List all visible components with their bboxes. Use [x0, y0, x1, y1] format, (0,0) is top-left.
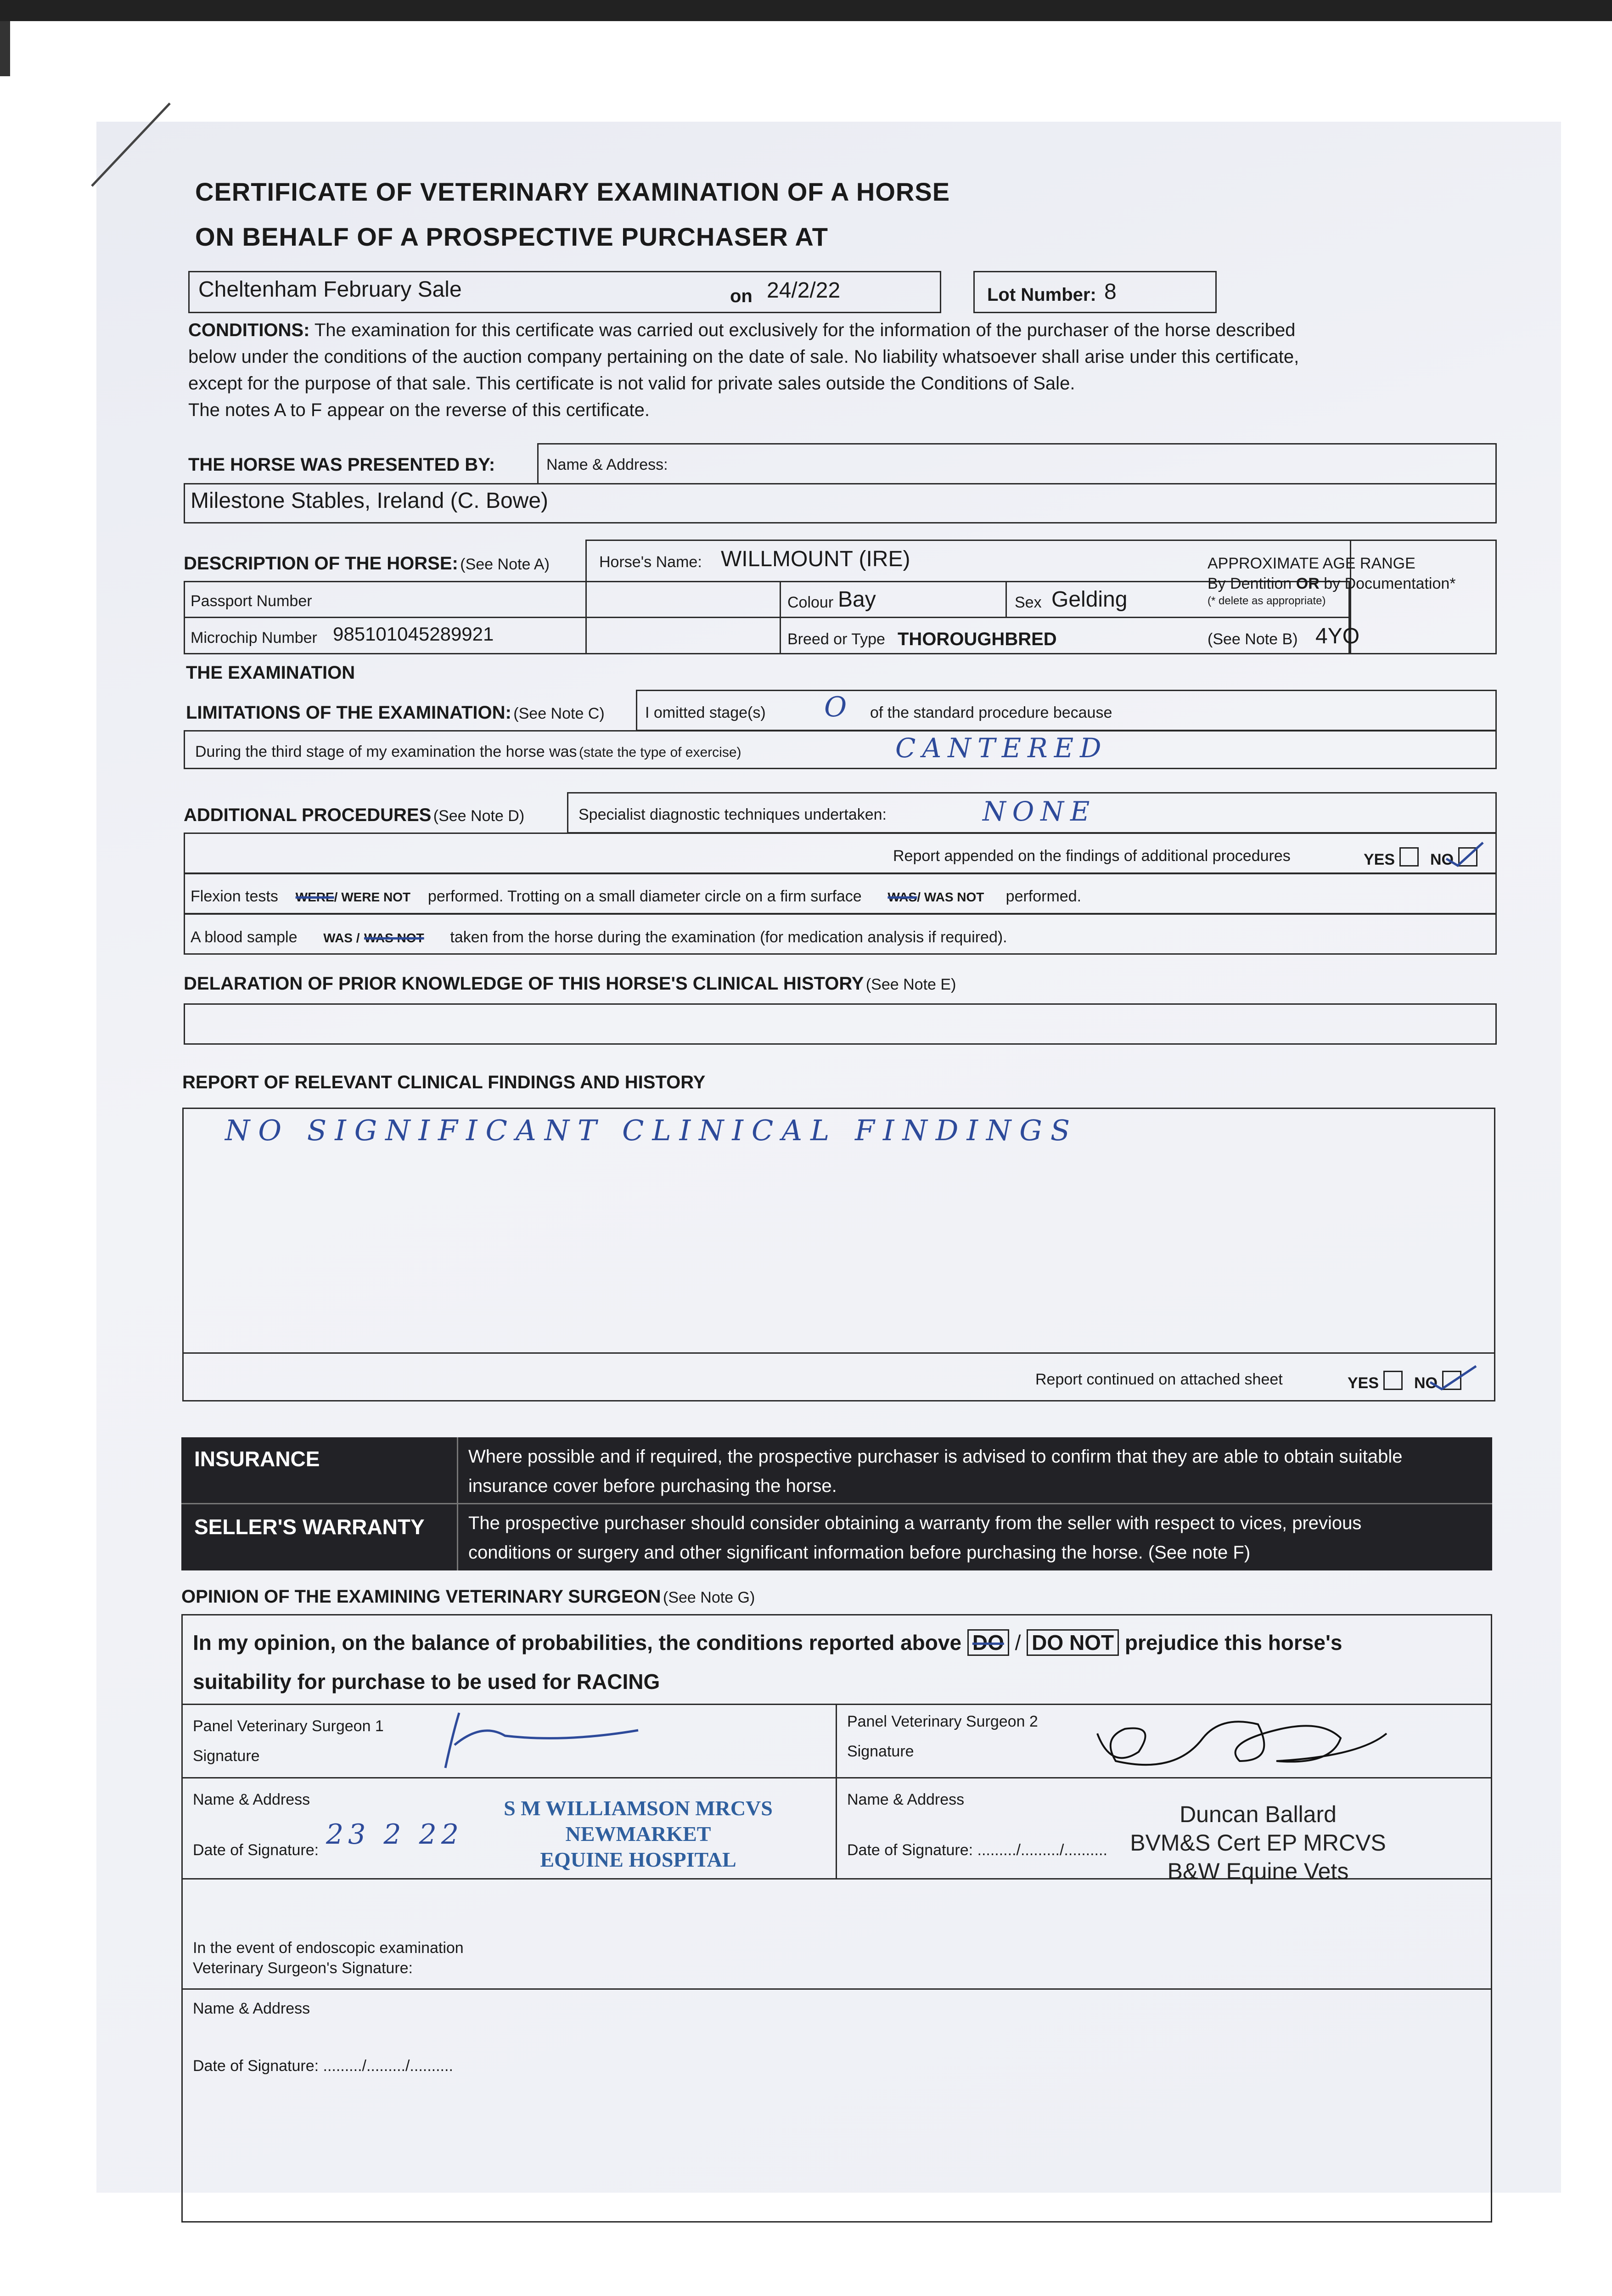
surgeon2-signature-label: Signature [847, 1743, 914, 1760]
endoscopic-line-2: Veterinary Surgeon's Signature: [193, 1959, 413, 1977]
limitations-heading [186, 703, 605, 723]
blood-was-not[interactable]: WAS NOT [364, 931, 424, 945]
omitted-tail: of the standard procedure because [870, 704, 1112, 721]
conditions-line-4: The notes A to F appear on the reverse of this certificate. [188, 400, 650, 420]
opinion-text-a: In my opinion, on the balance of probabilities, the conditions reported above [193, 1631, 962, 1654]
surgeon1-stamp-line-2: NEWMARKET [565, 1822, 711, 1846]
surgeon2-signature[interactable] [1084, 1706, 1405, 1775]
report-label: REPORT OF RELEVANT CLINICAL FINDINGS AND HISTORY [182, 1072, 706, 1092]
microchip-label: Microchip Number [191, 629, 317, 647]
breed-label: Breed or Type [787, 630, 885, 648]
additional-note: (See Note D) [433, 807, 525, 825]
tick-mark-icon [1428, 1364, 1478, 1391]
checkbox-empty-icon[interactable] [1383, 1371, 1403, 1390]
lot-label: Lot Number: [987, 285, 1096, 305]
tick-mark-icon [1444, 840, 1485, 868]
panel-divider [457, 1437, 458, 1570]
blood-tail: taken from the horse during the examination (for medication analysis if required). [450, 929, 1007, 946]
report-appended-box [184, 833, 1497, 874]
surgeon1-date-value[interactable]: 23 2 22 [326, 1818, 464, 1851]
omitted-value[interactable]: O [824, 691, 854, 723]
endoscopic-name-label: Name & Address [193, 2000, 310, 2017]
additional-heading [184, 805, 524, 826]
passport-label: Passport Number [191, 592, 312, 610]
opinion-note: (See Note G) [663, 1589, 755, 1606]
horse-name-label: Horse's Name: [599, 553, 702, 571]
age-title: APPROXIMATE AGE RANGE [1208, 555, 1415, 572]
limitations-label: LIMITATIONS OF THE EXAMINATION: [186, 703, 511, 723]
description-heading [184, 553, 550, 574]
surgeon2-stamp-line-2: BVM&S Cert EP MRCVS [1130, 1830, 1386, 1856]
endoscopic-date-label: Date of Signature: ........./........./.......... [193, 2057, 453, 2075]
conditions-line-1: The examination for this certificate was carried out exclusively for the information of the purchaser of the horse described [314, 320, 1296, 340]
continued-yes[interactable] [1348, 1371, 1403, 1392]
report-appended-label: Report appended on the findings of additional procedures [893, 847, 1291, 865]
conditions-text [188, 317, 1543, 423]
surgeon2-stamp-line-3: B&W Equine Vets [1167, 1858, 1349, 1884]
age-delete-note: (* delete as appropriate) [1208, 595, 1326, 607]
additional-label: ADDITIONAL PROCEDURES [184, 805, 432, 825]
presenter-value: Milestone Stables, Ireland (C. Bowe) [191, 489, 549, 513]
omitted-label: I omitted stage(s) [645, 704, 766, 721]
conditions-label: CONDITIONS: [188, 320, 310, 340]
blood-label: A blood sample [191, 929, 298, 946]
surgeon1-signature-label: Signature [193, 1747, 260, 1765]
third-stage-line [195, 743, 741, 761]
flexion-line [191, 888, 1081, 906]
sale-name: Cheltenham February Sale [198, 277, 462, 302]
continued-no-label: NO [1414, 1374, 1438, 1392]
appended-yes[interactable] [1364, 847, 1419, 869]
sex-label: Sex [1015, 594, 1042, 611]
flexion-label: Flexion tests [191, 888, 278, 905]
declaration-heading [184, 974, 956, 994]
insurance-warranty-panel [181, 1437, 1492, 1570]
blood-line [191, 929, 1007, 946]
surgeon1-signature[interactable] [427, 1708, 647, 1773]
opinion-slash: / [1015, 1631, 1021, 1654]
warranty-line-2: conditions or surgery and other significant information before purchasing the horse. (See note F) [468, 1542, 1251, 1563]
age-value[interactable]: 4YO [1315, 624, 1360, 648]
surgeon2-panel-label: Panel Veterinary Surgeon 2 [847, 1713, 1038, 1730]
blood-was[interactable]: WAS / [323, 931, 360, 945]
on-label: on [730, 286, 753, 306]
report-divider [182, 1352, 1495, 1354]
horse-name[interactable]: WILLMOUNT (IRE) [721, 547, 910, 571]
opinion-label: OPINION OF THE EXAMINING VETERINARY SURGEON [181, 1587, 661, 1607]
surgeon1-stamp-line-3: EQUINE HOSPITAL [540, 1848, 736, 1871]
examination-heading: THE EXAMINATION [186, 663, 355, 683]
age-by-documentation: by Documentation* [1324, 575, 1456, 592]
appended-no-label: NO [1430, 851, 1454, 868]
title-line-1: CERTIFICATE OF VETERINARY EXAMINATION OF A HORSE [195, 177, 950, 206]
third-stage-note: (state the type of exercise) [579, 745, 741, 760]
grid-divider [1005, 581, 1007, 618]
panel-divider [181, 1503, 1492, 1504]
presenter-name-box[interactable] [537, 443, 1497, 484]
endoscopic-label [193, 1938, 464, 1978]
description-note: (See Note A) [460, 556, 550, 573]
conditions-line-2: below under the conditions of the auction company pertaining on the date of sale. No liability whatsoever shall arise under this certificate, [188, 347, 1299, 367]
lot-number: 8 [1104, 280, 1117, 304]
report-continued-label: Report continued on attached sheet [1035, 1371, 1283, 1388]
grid-divider [184, 617, 1350, 618]
declaration-box[interactable] [184, 1003, 1497, 1045]
opinion-line-1 [193, 1630, 1342, 1655]
insurance-label: INSURANCE [194, 1447, 320, 1471]
specialist-label: Specialist diagnostic techniques undertaken: [579, 806, 887, 823]
opinion-text-b: prejudice this horse's [1124, 1631, 1342, 1654]
surgeon1-stamp-line-1: S M WILLIAMSON MRCVS [504, 1796, 773, 1820]
age-by-dentition: By Dentition [1208, 575, 1292, 592]
grid-divider [181, 1988, 1492, 1990]
declaration-label: DELARATION OF PRIOR KNOWLEDGE OF THIS HORSE'S CLINICAL HISTORY [184, 974, 864, 994]
opinion-heading [181, 1587, 755, 1607]
scan-edge-top [0, 0, 1612, 21]
surgeon1-date-label [193, 1841, 319, 1859]
certificate-sheet [96, 122, 1561, 2193]
opinion-line-2: suitability for purchase to be used for RACING [193, 1670, 660, 1694]
surgeon1-stamp [477, 1795, 799, 1873]
surgeon2-date-label: Date of Signature: ........./........./.......... [847, 1841, 1107, 1859]
age-by-line [1208, 575, 1456, 593]
flexion-were-not[interactable]: / WERE NOT [334, 890, 411, 904]
endoscopic-line-1: In the event of endoscopic examination [193, 1939, 464, 1957]
limitations-note: (See Note C) [513, 705, 605, 722]
checkbox-empty-icon[interactable] [1399, 847, 1419, 867]
opinion-do[interactable]: DO [967, 1629, 1009, 1656]
pen-mark-icon [87, 99, 179, 191]
insurance-line-2: insurance cover before purchasing the horse. [468, 1476, 837, 1496]
description-label: DESCRIPTION OF THE HORSE: [184, 553, 458, 574]
surgeon1-name-label: Name & Address [193, 1791, 310, 1808]
insurance-line-1: Where possible and if required, the prospective purchaser is advised to confirm that they are able to obtain suitable [468, 1446, 1403, 1467]
grid-divider [181, 1777, 1492, 1778]
age-note: (See Note B) [1208, 630, 1298, 648]
warranty-line-1: The prospective purchaser should consider obtaining a warranty from the seller with respect to vices, previous [468, 1513, 1362, 1533]
sex-value[interactable]: Gelding [1051, 587, 1128, 612]
appended-yes-label: YES [1364, 851, 1395, 868]
surgeon1-date-text: Date of Signature: [193, 1841, 319, 1859]
scan-edge-left [0, 21, 10, 76]
surgeon1-panel-label: Panel Veterinary Surgeon 1 [193, 1717, 384, 1735]
flexion-were[interactable]: WERE [295, 890, 334, 904]
presented-label: THE HORSE WAS PRESENTED BY: [188, 455, 495, 475]
third-stage-value[interactable]: CANTERED [895, 732, 1108, 764]
sale-date: 24/2/22 [767, 278, 841, 303]
breed-value[interactable]: THOROUGHBRED [898, 629, 1057, 649]
warranty-label: SELLER'S WARRANTY [194, 1515, 425, 1539]
trotting-performed: performed. [1005, 888, 1082, 905]
report-box[interactable] [182, 1108, 1495, 1401]
age-or: OR [1296, 575, 1320, 592]
surgeon2-stamp-line-1: Duncan Ballard [1180, 1801, 1337, 1827]
microchip-value[interactable]: 985101045289921 [333, 623, 494, 645]
colour-label: Colour [787, 594, 834, 611]
surgeon2-stamp [1097, 1800, 1419, 1885]
opinion-do-not[interactable]: DO NOT [1027, 1629, 1119, 1656]
grid-divider [836, 1704, 837, 1878]
conditions-line-3: except for the purpose of that sale. This certificate is not valid for private sales outside the Conditions of Sale. [188, 373, 1075, 394]
declaration-note: (See Note E) [865, 976, 956, 993]
presenter-name-label: Name & Address: [546, 456, 668, 473]
trotting-was[interactable]: WAS [887, 890, 917, 904]
continued-yes-label: YES [1348, 1374, 1379, 1392]
specialist-value[interactable]: NONE [983, 796, 1096, 827]
surgeon2-name-label: Name & Address [847, 1791, 965, 1808]
third-stage-label: During the third stage of my examination the horse was [195, 743, 577, 760]
warranty-text [468, 1508, 1488, 1567]
colour-value[interactable]: Bay [838, 587, 876, 612]
insurance-text [468, 1442, 1488, 1501]
title-line-2: ON BEHALF OF A PROSPECTIVE PURCHASER AT [195, 222, 828, 251]
trotting-was-not[interactable]: / WAS NOT [917, 890, 984, 904]
report-value[interactable]: NO SIGNIFICANT CLINICAL FINDINGS [225, 1114, 1078, 1147]
flexion-performed: performed. Trotting on a small diameter circle on a firm surface [427, 888, 862, 905]
